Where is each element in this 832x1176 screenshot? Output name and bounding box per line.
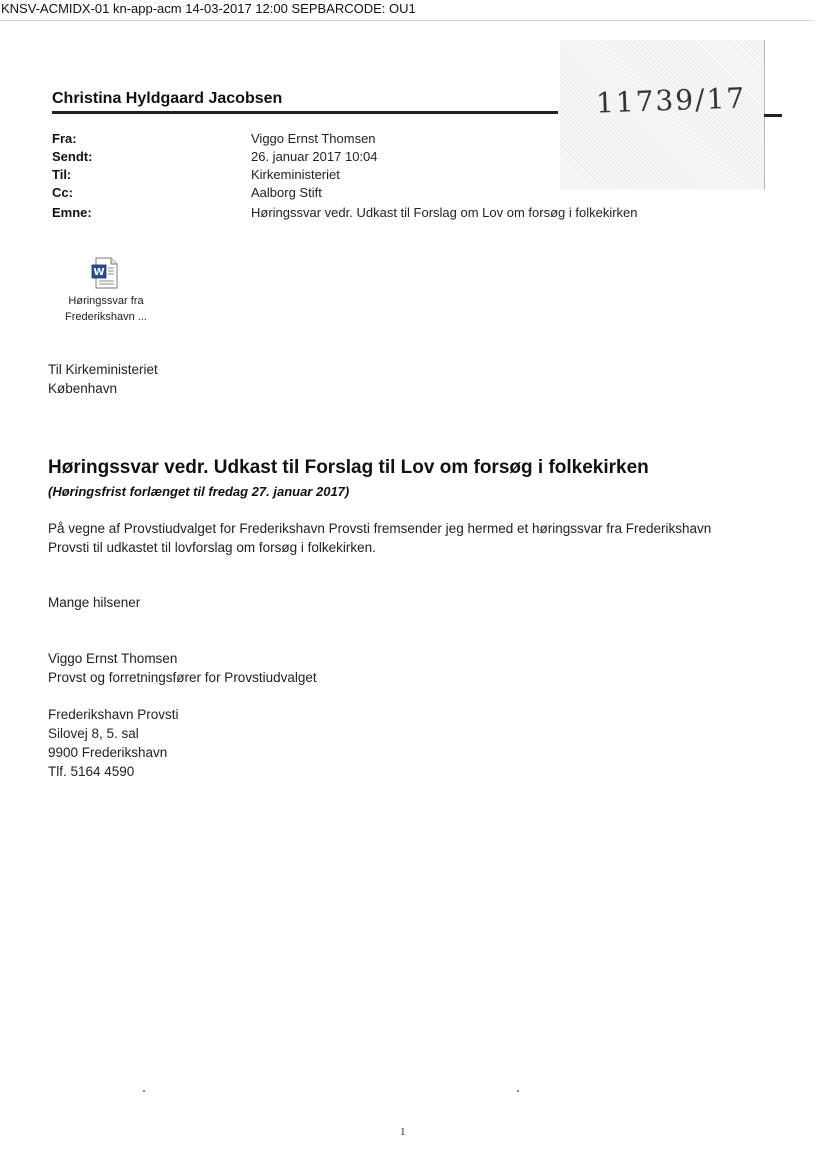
handwritten-reference: 11739/17	[595, 81, 747, 120]
signature-name: Viggo Ernst Thomsen	[48, 651, 178, 666]
address-org: Frederikshavn Provsti	[48, 707, 179, 722]
word-document-icon	[89, 256, 123, 290]
recipient-line2: København	[48, 381, 118, 396]
to-value: Kirkeministeriet	[251, 167, 340, 182]
sent-label: Sendt:	[52, 149, 93, 164]
recipient-line1: Til Kirkeministeriet	[48, 362, 158, 377]
cc-value: Aalborg Stift	[251, 185, 322, 200]
signature-role: Provst og forretningsfører for Provstiudvalget	[48, 670, 317, 685]
attachment[interactable]	[48, 256, 164, 324]
body-line1: På vegne af Provstiudvalget for Frederikshavn Provsti fremsender jeg hermed et høringssvar fra Frederikshavn	[48, 521, 712, 536]
greeting: Mange hilsener	[48, 595, 141, 610]
header-rule	[52, 111, 558, 114]
mailbox-owner-name: Christina Hyldgaard Jacobsen	[52, 90, 283, 107]
document-subtitle: (Høringsfrist forlænget til fredag 27. januar 2017)	[48, 484, 350, 499]
address-phone: Tlf. 5164 4590	[48, 764, 135, 779]
cc-label: Cc:	[52, 185, 73, 200]
attachment-name-line2: Frederikshavn ...	[65, 311, 147, 323]
from-label: Fra:	[52, 131, 77, 146]
page-number: 1	[400, 1126, 406, 1138]
address-city: 9900 Frederikshavn	[48, 745, 168, 760]
scan-speck	[143, 1090, 145, 1092]
sent-value: 26. januar 2017 10:04	[251, 149, 378, 164]
scan-speck	[517, 1090, 519, 1092]
scan-header: KNSV-ACMIDX-01 kn-app-acm 14-03-2017 12:00 SEPBARCODE: OU1	[0, 0, 813, 21]
subject-value: Høringssvar vedr. Udkast til Forslag om Lov om forsøg i folkekirken	[251, 205, 638, 220]
address-street: Silovej 8, 5. sal	[48, 726, 139, 741]
document-title: Høringssvar vedr. Udkast til Forslag til Lov om forsøg i folkekirken	[48, 457, 649, 478]
to-label: Til:	[52, 167, 72, 182]
header-rule-right	[764, 114, 782, 117]
svg-text:W: W	[93, 267, 105, 278]
attachment-name-line1: Høringssvar fra	[68, 295, 144, 307]
body-line2: Provsti til udkastet til lovforslag om forsøg i folkekirken.	[48, 540, 376, 555]
subject-label: Emne:	[52, 205, 92, 220]
from-value: Viggo Ernst Thomsen	[251, 131, 376, 146]
